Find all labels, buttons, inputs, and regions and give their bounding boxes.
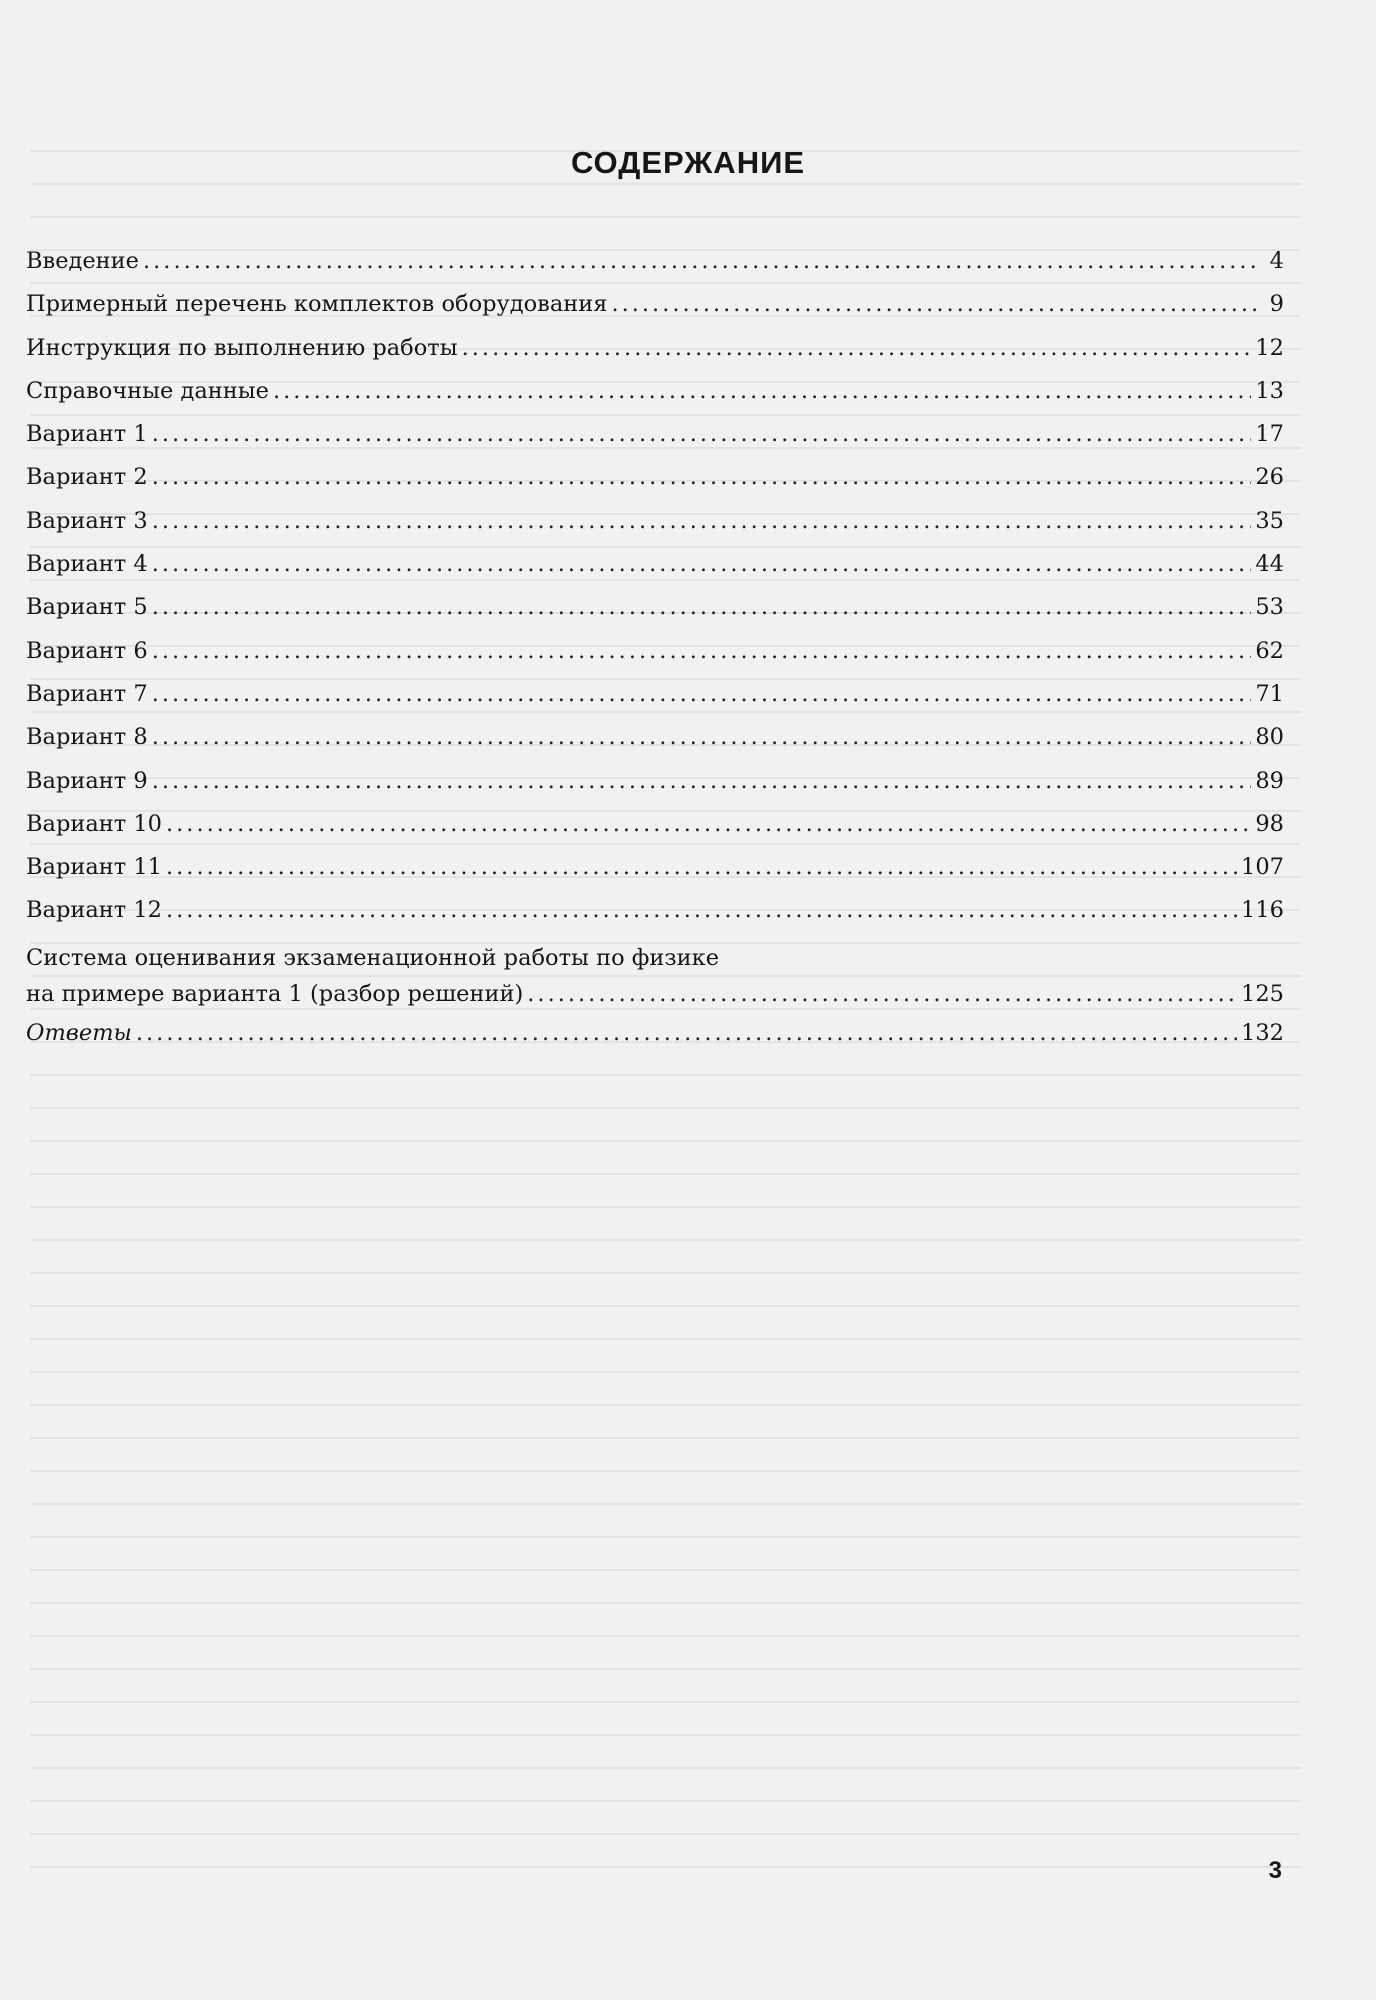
toc-entry-reference-data[interactable] [26,378,1284,421]
toc-page-number: 98 [1255,810,1284,837]
toc-page-number: 13 [1255,377,1284,404]
toc-entry-variant-10[interactable] [26,811,1284,854]
toc-entry-instructions[interactable] [26,335,1284,378]
toc-page-number: 116 [1241,897,1284,924]
toc-entry-evaluation-system[interactable] [26,945,1284,1008]
toc-page-number: 107 [1241,854,1284,881]
toc-label-line-1: Система оценивания экзаменационной работы по физике [26,944,720,971]
toc-page-number: 125 [1241,980,1284,1007]
toc-label: Вариант 3 [26,507,148,534]
toc-page-number: 12 [1255,334,1284,361]
toc-label: Вариант 8 [26,724,148,751]
toc-leader-dots [152,551,1252,578]
toc-entry-variant-9[interactable] [26,768,1284,811]
toc-page-number: 80 [1255,724,1284,751]
toc-entry-introduction[interactable] [26,248,1284,291]
toc-leader-dots [462,335,1252,362]
page-title: СОДЕРЖАНИЕ [570,145,806,180]
toc-page-number: 44 [1255,551,1284,578]
toc-label: Вариант 7 [26,680,148,707]
toc-label: Примерный перечень комплектов оборудования [26,291,608,318]
toc-label: Справочные данные [26,377,269,404]
toc-label: Вариант 2 [26,464,148,491]
toc-label: Вариант 4 [26,551,148,578]
table-of-contents [26,248,1284,1063]
toc-entry-variant-6[interactable] [26,638,1284,681]
toc-entry-answers[interactable] [26,1020,1284,1063]
toc-entry-equipment-list[interactable] [26,291,1284,334]
toc-label: Ответы [26,1019,132,1046]
toc-leader-dots [152,464,1252,491]
toc-entry-variant-3[interactable] [26,508,1284,551]
toc-leader-dots [152,594,1252,621]
toc-page-number: 53 [1255,594,1284,621]
toc-label: Вариант 10 [26,810,162,837]
toc-leader-dots [152,508,1252,535]
toc-leader-dots [136,1020,1237,1047]
toc-page-number: 26 [1255,464,1284,491]
toc-leader-dots [611,291,1258,318]
toc-label: Инструкция по выполнению работы [26,334,458,361]
toc-leader-dots [166,854,1237,881]
toc-label: Вариант 11 [26,854,162,881]
toc-label: Вариант 6 [26,637,148,664]
toc-leader-dots [143,248,1258,275]
toc-page-number: 132 [1241,1019,1284,1046]
toc-page-number: 35 [1255,507,1284,534]
toc-entry-variant-2[interactable] [26,464,1284,507]
toc-leader-dots [273,378,1251,405]
toc-page-number: 4 [1269,248,1284,274]
toc-leader-dots [152,421,1252,448]
toc-leader-dots [152,724,1252,751]
toc-page-number: 62 [1255,637,1284,664]
toc-leader-dots [166,897,1237,924]
page-number: 3 [1268,1857,1282,1884]
toc-page-number: 71 [1255,680,1284,707]
toc-entry-variant-8[interactable] [26,724,1284,767]
toc-label: Вариант 1 [26,421,148,448]
toc-entry-variant-11[interactable] [26,854,1284,897]
toc-leader-dots [166,811,1251,838]
toc-page-number: 89 [1255,767,1284,794]
toc-label: Вариант 5 [26,594,148,621]
toc-label: Введение [26,248,139,274]
toc-leader-dots [152,681,1252,708]
toc-label: Вариант 9 [26,767,148,794]
toc-leader-dots [152,768,1252,795]
toc-page-number: 17 [1255,421,1284,448]
toc-entry-variant-5[interactable] [26,594,1284,637]
toc-entry-variant-7[interactable] [26,681,1284,724]
toc-label: Вариант 12 [26,897,162,924]
toc-entry-variant-12[interactable] [26,897,1284,940]
toc-leader-dots [152,638,1252,665]
toc-entry-variant-1[interactable] [26,421,1284,464]
toc-entry-variant-4[interactable] [26,551,1284,594]
toc-label-line-2: на примере варианта 1 (разбор решений) [26,980,524,1007]
toc-leader-dots [527,981,1237,1008]
toc-page-number: 9 [1269,291,1284,318]
